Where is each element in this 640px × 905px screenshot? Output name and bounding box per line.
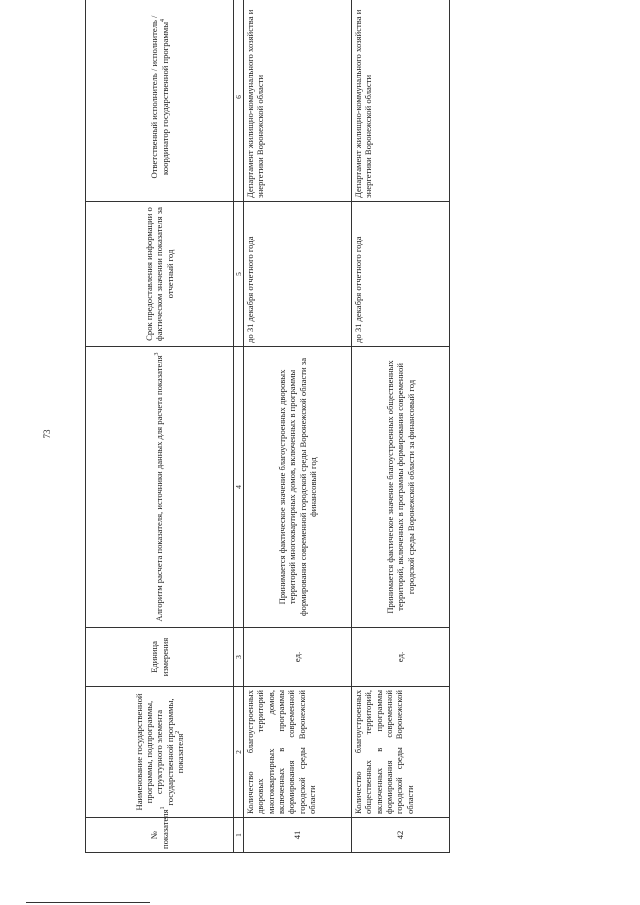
table-header-row <box>86 0 234 853</box>
unit-of-measure: ед. <box>244 628 352 687</box>
indicators-table <box>85 0 450 853</box>
indicator-number: 42 <box>352 818 450 853</box>
rotated-table-wrapper <box>85 9 416 853</box>
reporting-deadline: до 31 декабря отчетного года <box>244 202 352 347</box>
header-deadline: Срок предоставления информации о фактическом значении показателя за отчетный год <box>86 202 234 347</box>
calculation-algorithm: Принимается фактическое значение благоустроенных общественных территорий, включенных в программы формирования современной городской среды Воронежской области за финансовый год <box>352 347 450 628</box>
header-name: Наименование государственной программы, подпрограммы, структурного элемента государственной программы, показателя$^2$ <box>86 687 234 818</box>
header-executor: Ответственный исполнитель / исполнитель / координатор государственной программы$^4$ <box>86 0 234 202</box>
table-row <box>244 0 352 853</box>
calculation-algorithm: Принимается фактическое значение благоустроенных дворовых территорий многоквартирных домов, включенных в программы формирования современной городской среды Воронежской области за финансовый год <box>244 347 352 628</box>
column-number: 2 <box>234 687 244 818</box>
header-algorithm: Алгоритм расчета показателя, источники данных для расчета показателя$^3$ <box>86 347 234 628</box>
column-number: 6 <box>234 0 244 202</box>
reporting-deadline: до 31 декабря отчетного года <box>352 202 450 347</box>
indicator-name: Количество благоустроенных общественных территорий, включенных в программы формирования современной городской среды Воронежской области <box>352 687 450 818</box>
responsible-executor: Департамент жилищно-коммунального хозяйства и энергетики Воронежской области <box>352 0 450 202</box>
column-number: 4 <box>234 347 244 628</box>
column-number: 1 <box>234 818 244 853</box>
header-indicator-number: № показателя$^1$ <box>86 818 234 853</box>
column-number: 3 <box>234 628 244 687</box>
responsible-executor: Департамент жилищно-коммунального хозяйства и энергетики Воронежской области <box>244 0 352 202</box>
column-number: 5 <box>234 202 244 347</box>
page-number: 73 <box>42 429 52 439</box>
footnote-divider <box>26 902 150 903</box>
indicator-name: Количество благоустроенных дворовых территорий многоквартирных домов, включенных в программы формирования современной городской среды Воронежской области <box>244 687 352 818</box>
table-row <box>352 0 450 853</box>
column-numbers-row <box>234 0 244 853</box>
header-unit: Единица измерения <box>86 628 234 687</box>
unit-of-measure: ед. <box>352 628 450 687</box>
indicator-number: 41 <box>244 818 352 853</box>
